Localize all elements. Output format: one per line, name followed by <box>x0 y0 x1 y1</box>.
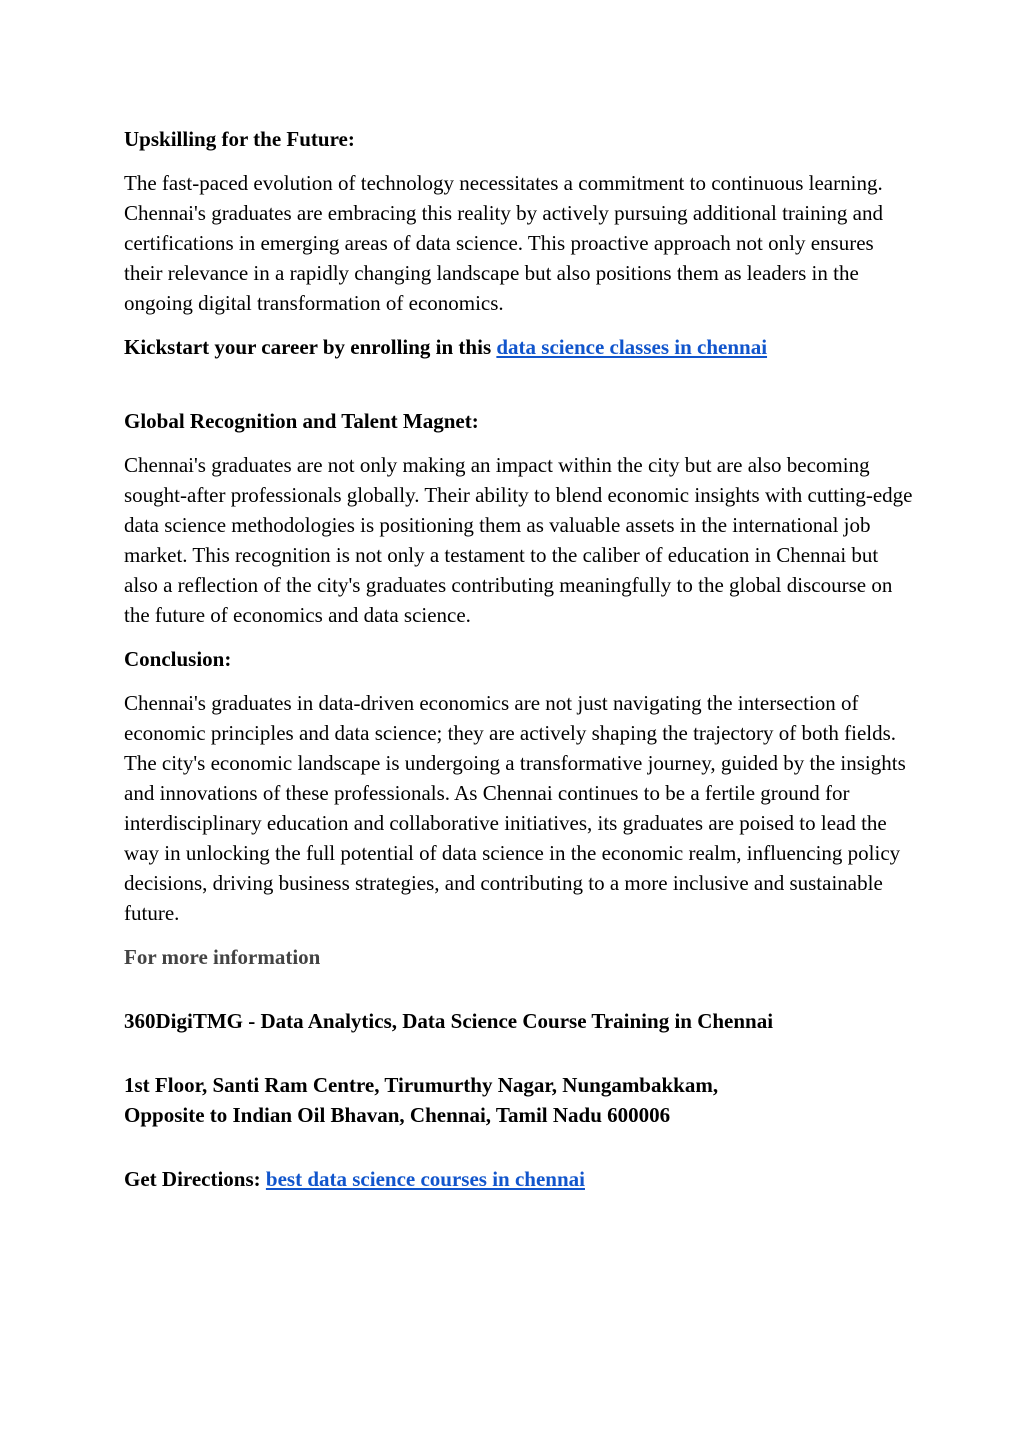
cta-link[interactable]: data science classes in chennai <box>496 335 768 359</box>
cta-line <box>124 332 914 362</box>
section-body-upskilling: The fast-paced evolution of technology necessitates a commitment to continuous learning. Chennai's graduates are embracing this reality by actively pursuing additional training and certifications in emerging areas of data science. This proactive approach not only ensures their relevance in a rapidly changing landscape but also positions them as leaders in the ongoing digital transformation of economics. <box>124 171 883 315</box>
address-line-2: Opposite to Indian Oil Bhavan, Chennai, Tamil Nadu 600006 <box>124 1103 671 1127</box>
directions-prefix: Get Directions: <box>124 1167 266 1191</box>
document-content <box>124 124 914 1194</box>
section-body-global: Chennai's graduates are not only making an impact within the city but are also becoming sought-after professionals globally. Their ability to blend economic insights with cutting-edge data science methodologies is positioning them as valuable assets in the international job market. This recognition is not only a testament to the caliber of education in Chennai but also a reflection of the city's graduates contributing meaningfully to the global discourse on the future of economics and data science. <box>124 453 913 627</box>
directions-line <box>124 1164 914 1194</box>
section-heading-global: Global Recognition and Talent Magnet: <box>124 409 479 433</box>
more-info-heading: For more information <box>124 945 321 969</box>
address-line-1: 1st Floor, Santi Ram Centre, Tirumurthy Nagar, Nungambakkam, <box>124 1073 719 1097</box>
section-body-conclusion: Chennai's graduates in data-driven economics are not just navigating the intersection of economic principles and data science; they are actively shaping the trajectory of both fields. The city's economic landscape is undergoing a transformative journey, guided by the insights and innovations of these professionals. As Chennai continues to be a fertile ground for interdisciplinary education and collaborative initiatives, its graduates are poised to lead the way in unlocking the full potential of data science in the economic realm, influencing policy decisions, driving business strategies, and contributing to a more inclusive and sustainable future. <box>124 691 906 925</box>
section-heading-conclusion: Conclusion: <box>124 647 232 671</box>
company-name: 360DigiTMG - Data Analytics, Data Science Course Training in Chennai <box>124 1009 774 1033</box>
cta-prefix: Kickstart your career by enrolling in this <box>124 335 497 359</box>
directions-link[interactable]: best data science courses in chennai <box>265 1167 585 1191</box>
section-heading-upskilling: Upskilling for the Future: <box>124 127 355 151</box>
